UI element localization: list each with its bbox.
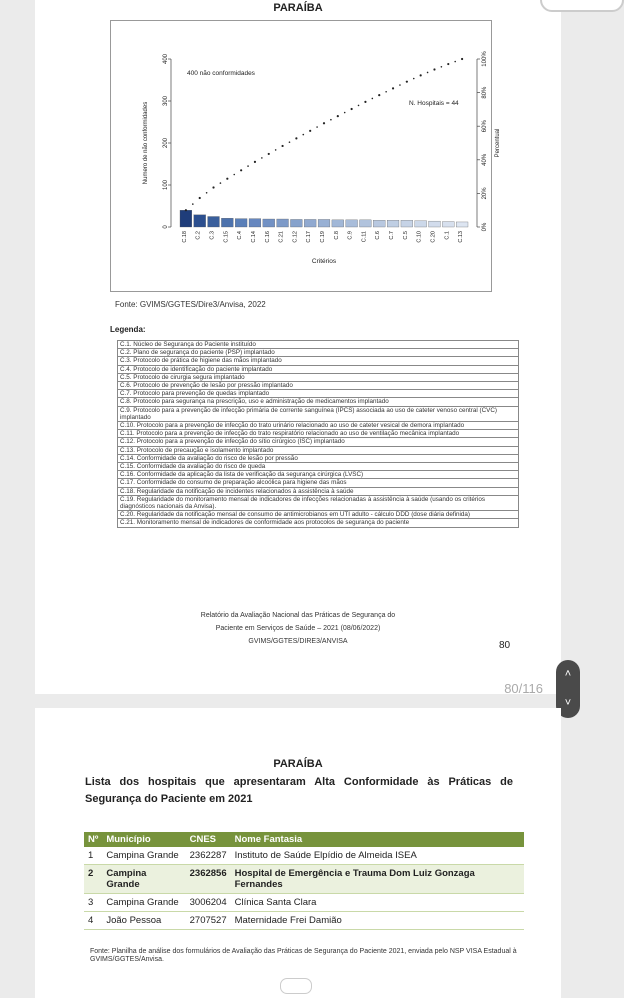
x-tick-label: C.18 [181, 231, 188, 243]
cumulative-point [447, 63, 449, 65]
legend-item: C.19. Regularidade do monitoramento mensal de indicadores de infecções relacionadas à assistência à saúde (usando os critérios diagnósticos nacionais da Anvisa). [118, 495, 519, 510]
bar [373, 220, 385, 227]
legend-item: C.6. Protocolo de prevenção de lesão por pressão implantado [118, 382, 519, 390]
cumulative-point [247, 165, 249, 167]
cell-municipio: Campina Grande [102, 847, 185, 865]
bar [194, 215, 206, 227]
cumulative-point [461, 58, 463, 60]
x-tick-label: C.13 [458, 231, 465, 243]
legend-row [118, 373, 519, 381]
legend-row [118, 463, 519, 471]
x-tick-label: C.9 [347, 231, 354, 240]
report-author: GVIMS/GGTES/DIRE3/ANVISA [248, 638, 348, 645]
cumulative-point [413, 78, 415, 80]
legend-item: C.7. Protocolo para prevenção de quedas implantado [118, 390, 519, 398]
cumulative-point [323, 122, 325, 124]
bar [235, 219, 247, 227]
y2-tick-label: 0% [482, 222, 488, 232]
bar [290, 219, 302, 227]
chart-svg [111, 21, 501, 291]
legend-row [118, 454, 519, 462]
legend-row [118, 511, 519, 519]
cumulative-point [289, 141, 291, 143]
legend-row [118, 357, 519, 365]
cumulative-point [220, 182, 222, 184]
legend-item: C.2. Plano de segurança do paciente (PSP) implantado [118, 349, 519, 357]
report-title-line2: Paciente em Serviços de Saúde – 2021 (08/06/2022) [215, 625, 381, 632]
legend-item: C.18. Regularidade da notificação de incidentes relacionados à assistência à saúde [118, 487, 519, 495]
legend-item: C.10. Protocolo para a prevenção de infecção do trato urinário relacionado ao uso de cateter vesical de demora implantado [118, 422, 519, 430]
legend-row [118, 398, 519, 406]
y-tick-label: 200 [163, 137, 169, 149]
report-title-line1: Relatório da Avaliação Nacional das Práticas de Segurança do [200, 612, 396, 619]
hospitals-table [84, 832, 524, 930]
cumulative-point [372, 98, 374, 100]
cumulative-point [378, 94, 380, 96]
legend-item: C.16. Conformidade da aplicação da lista de verificação da segurança cirúrgica (LVSC) [118, 471, 519, 479]
cumulative-point [316, 126, 318, 128]
bar [456, 222, 468, 227]
legend-row [118, 349, 519, 357]
legend-item: C.4. Protocolo de identificação do paciente implantado [118, 365, 519, 373]
page-header: PARAÍBA [273, 2, 323, 14]
bar [415, 221, 427, 227]
x-tick-label: C.3 [209, 231, 216, 240]
y-tick-label: 300 [163, 95, 169, 107]
bar [401, 220, 413, 227]
cumulative-point [344, 112, 346, 114]
page-header: PARAÍBA [273, 758, 323, 770]
y2-tick-label: 40% [482, 153, 488, 166]
legend-row [118, 365, 519, 373]
legend-item: C.21. Monitoramento mensal de indicadores de conformidade aos protocolos de segurança do paciente [118, 519, 519, 527]
legend-item: C.5. Protocolo de cirurgia segura implantado [118, 373, 519, 381]
cumulative-point [268, 153, 270, 155]
cumulative-point [399, 84, 401, 86]
legend-item: C.11. Protocolo para a prevenção de infecção do trato respiratório relacionado ao uso de ventilação mecânica implantado [118, 430, 519, 438]
cell-cnes: 2362856 [186, 865, 231, 894]
cumulative-point [441, 66, 443, 68]
legend-row [118, 341, 519, 349]
cumulative-point [226, 178, 228, 180]
bar [221, 218, 233, 227]
x-tick-label: C.17 [306, 231, 313, 243]
y2-tick-label: 60% [482, 120, 488, 133]
cumulative-point [351, 108, 353, 110]
cell-municipio: Campina Grande [102, 894, 185, 912]
bar [318, 219, 330, 227]
legend-row [118, 430, 519, 438]
chart-source: Fonte: GVIMS/GGTES/Dire3/Anvisa, 2022 [115, 300, 266, 309]
x-tick-label: C.8 [333, 231, 340, 240]
cumulative-point [358, 105, 360, 107]
scroll-indicator [280, 978, 312, 994]
legend-row [118, 446, 519, 454]
cumulative-point [295, 137, 297, 139]
y-axis-label: Numero de não conformidades [143, 101, 149, 185]
y-tick-label: 400 [163, 53, 169, 65]
bar [360, 220, 372, 227]
bar [387, 220, 399, 227]
pdf-page-80 [35, 0, 561, 694]
pareto-chart [110, 20, 501, 292]
legend-row [118, 438, 519, 446]
bar [277, 219, 289, 227]
legend-row [118, 471, 519, 479]
table-row [84, 912, 524, 930]
bar [429, 221, 441, 227]
chevron-up-icon[interactable]: ˄ [564, 668, 572, 680]
x-tick-label: C.19 [320, 231, 326, 243]
bar [180, 210, 192, 227]
legend-item: C.17. Conformidade do consumo de preparação alcoólica para higiene das mãos [118, 479, 519, 487]
cumulative-point [302, 134, 304, 136]
cell-cnes: 3006204 [186, 894, 231, 912]
page-number: 80 [499, 640, 511, 651]
x-tick-label: C.2 [195, 231, 202, 240]
x-tick-label: C.21 [278, 231, 285, 243]
legend-item: C.13. Protocolo de precaução e isolamento implantado [118, 446, 519, 454]
cell-number: 4 [84, 912, 102, 930]
legend-row [118, 422, 519, 430]
cumulative-point [337, 115, 339, 117]
table-row [84, 894, 524, 912]
legend-item: C.3. Protocolo de prática de higiene das mãos implantado [118, 357, 519, 365]
legend-row [118, 519, 519, 527]
x-tick-label: C.14 [250, 231, 257, 243]
bar [304, 219, 316, 227]
legend-row [118, 495, 519, 510]
legend-row [118, 390, 519, 398]
cell-name: Clínica Santa Clara [231, 894, 524, 912]
x-tick-label: C.11 [361, 231, 368, 243]
cell-cnes: 2707527 [186, 912, 231, 930]
cumulative-point [240, 169, 242, 171]
cell-number: 2 [84, 865, 102, 894]
chart-annotation: 400 não conformidades [187, 70, 255, 77]
cumulative-point [392, 87, 394, 89]
cumulative-point [192, 203, 194, 205]
y2-tick-label: 20% [482, 187, 488, 200]
x-axis-label: Critérios [311, 258, 337, 265]
y2-tick-label: 100% [482, 51, 488, 67]
pdf-page-81 [35, 708, 561, 998]
cell-name: Hospital de Emergência e Trauma Dom Luiz Gonzaga Fernandes [231, 865, 524, 894]
legend-item: C.20. Regularidade da notificação mensal de consumo de antimicrobianos em UTI adulto - cálculo DDD (dose diária definida) [118, 511, 519, 519]
x-tick-label: C.6 [375, 231, 382, 240]
legend-row [118, 382, 519, 390]
legend-title: Legenda: [110, 325, 146, 334]
legend-row [118, 406, 519, 421]
cumulative-point [309, 130, 311, 132]
legend-row [118, 487, 519, 495]
cumulative-point [420, 74, 422, 76]
y2-tick-label: 80% [482, 86, 488, 99]
hospitals-label: N. Hospitais = 44 [409, 100, 459, 107]
cumulative-point [427, 72, 429, 74]
cell-number: 3 [84, 894, 102, 912]
bar [346, 220, 358, 227]
cumulative-point [254, 161, 256, 163]
chevron-down-icon[interactable]: ˅ [564, 697, 572, 709]
cumulative-point [199, 197, 201, 199]
bar [208, 217, 220, 228]
legend-item: C.12. Protocolo para a prevenção de infecção do sítio cirúrgico (ISC) implantado [118, 438, 519, 446]
table-source: Fonte: Planilha de análise dos formulários de Avaliação das Práticas de Segurança do Paciente 2021, enviada pelo NSP VISA Estadual à GVIMS/GGTES/Anvisa. [90, 948, 517, 963]
bar [249, 219, 261, 227]
bar [442, 222, 454, 227]
col-header-name: Nome Fantasia [231, 832, 524, 847]
cumulative-point [261, 157, 263, 159]
cell-municipio: João Pessoa [102, 912, 185, 930]
legend-row [118, 479, 519, 487]
cumulative-point [385, 91, 387, 93]
x-tick-label: C.1 [444, 231, 451, 240]
cumulative-point [364, 101, 366, 103]
col-header-cnes: CNES [186, 832, 231, 847]
cell-cnes: 2362287 [186, 847, 231, 865]
y-tick-label: 0 [163, 225, 169, 229]
cumulative-point [212, 186, 214, 188]
y-tick-label: 100 [163, 179, 169, 191]
cell-municipio: Campina Grande [102, 865, 185, 894]
legend-table [117, 340, 519, 528]
x-tick-label: C.20 [430, 231, 437, 243]
legend-item: C.15. Conformidade da avaliação do risco de queda [118, 463, 519, 471]
x-tick-label: C.16 [264, 231, 271, 243]
cumulative-point [206, 192, 208, 194]
x-tick-label: C.7 [389, 231, 396, 240]
cumulative-point [433, 68, 435, 70]
x-tick-label: C.15 [223, 231, 230, 243]
cumulative-point [233, 174, 235, 176]
cell-name: Instituto de Saúde Elpídio de Almeida ISEA [231, 847, 524, 865]
legend-item: C.14. Conformidade da avaliação do risco de lesão por pressão [118, 454, 519, 462]
cumulative-point [275, 149, 277, 151]
cumulative-point [406, 81, 408, 83]
table-row [84, 865, 524, 894]
col-header-number: Nº [84, 832, 102, 847]
cumulative-point [330, 119, 332, 121]
table-row [84, 847, 524, 865]
cell-number: 1 [84, 847, 102, 865]
list-title: Lista dos hospitais que apresentaram Alta Conformidade às Práticas de Segurança do Paciente em 2021 [85, 776, 513, 805]
legend-item: C.8. Protocolo para segurança na prescrição, uso e administração de medicamentos implantado [118, 398, 519, 406]
page-counter: 80/116 [504, 681, 543, 696]
x-tick-label: C.4 [237, 231, 244, 240]
bar [332, 220, 344, 227]
cumulative-point [281, 145, 283, 147]
cell-name: Maternidade Frei Damião [231, 912, 524, 930]
cumulative-point [454, 61, 456, 63]
cumulative-point [185, 209, 187, 211]
legend-item: C.1. Núcleo de Segurança do Paciente instituído [118, 341, 519, 349]
legend-item: C.9. Protocolo para a prevenção de infecção primária de corrente sanguínea (IPCS) associada ao uso de cateter venoso central (CVC) implantado [118, 406, 519, 421]
col-header-municipio: Município [102, 832, 185, 847]
x-tick-label: C.12 [292, 231, 299, 243]
bar [263, 219, 275, 227]
x-tick-label: C.10 [416, 231, 423, 243]
x-tick-label: C.5 [402, 231, 409, 240]
y2-axis-label: Percentual [495, 128, 501, 158]
